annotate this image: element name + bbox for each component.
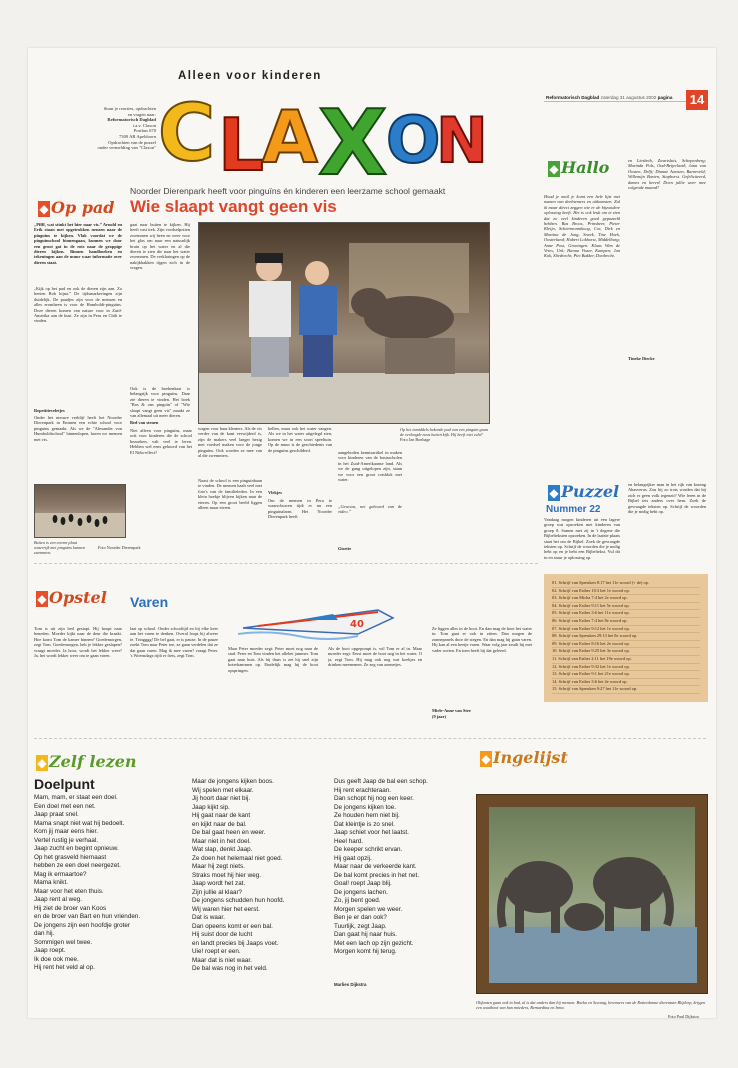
clue-item: 15. Schrijf van Spreuken 9:27 het 11e woord op. bbox=[552, 686, 700, 694]
penguin-photo-caption: Buiten is een enorm plaat waterrijk met pinguïns kunnen zwemmen. bbox=[34, 540, 86, 555]
op-pad-col3: wagen voor haar kleuters. Als de vis verder van de kant verwijderd is, zijn de makers veel langer bezig met voedsel maken voor de jonge pinguïns. Ook worden ze mee van al die zwemmers. bbox=[198, 426, 262, 459]
main-photo-caption: Op het inmiddels bekende pad van een pinguïn gaan de verlengde neus buiten kijk. Hij heeft niet echt? Foto Jan Bonhage bbox=[400, 427, 488, 442]
divider bbox=[34, 563, 538, 564]
op-pad-col3-more: Naast de school is een pinguïnbaan te vinden. De mensen haalt veel met foto's van de familieleden. In een klein hoekje blijven kijken naar de eieren. Op een groot beeld liggen alleen maar eieren. bbox=[198, 478, 262, 511]
puzzel-text: Vandaag mogen kinderen uit een lagere groep wat opzoeken met kinderen van groep 8. Samen met zij in 't degene die Bijbelteksten opzoeken. In de laatste plaats staat het om de Bijbel. Zoek de gevraagde teksten op. Schrijf de woorden die je nodig hebt op en je hebt een Bijbeltekst. Vul dit in en stuur je oplossing op. bbox=[544, 517, 620, 560]
puzzel-title: Nummer 22 bbox=[546, 504, 601, 515]
clue-item: 02. Schrijf van Esther 10:3 het 1e woord op. bbox=[552, 588, 700, 596]
penguin-photo bbox=[34, 484, 126, 538]
clue-item: 06. Schrijf van Esther 7:4 het 8e woord op. bbox=[552, 618, 700, 626]
page-number: 14 bbox=[686, 90, 708, 110]
ingelijst-icon: ◆ bbox=[481, 752, 491, 766]
opstel-col3: Maar Peter moeder zegt: Peter moet nog naar de stad. Peter en Tom vinden het allebei jammer. Tom gaat naar huis. Als hij thuis is zet hij snel zijn boterhammen op. Eindelijk mag hij de boot opspringen. bbox=[228, 646, 318, 673]
op-pad-col2: gaat naar buiten te kijken. Hij heeft vast trek. Zijn voedselpotten zwemmen wij heen en weer voor het glas om naar een natuurlijk bruin op het water en al die dieren te zien die naar het water zwemmen. De verklaringen op de nakijkbakken tijgen zich in de vragen. bbox=[130, 222, 190, 271]
penguin-photo-credit: Foto Noorder Dierenpark bbox=[98, 545, 141, 550]
zelf-lezen-icon: ◆ bbox=[37, 756, 47, 770]
puzzel-icon: ◆ bbox=[549, 486, 559, 500]
op-pad-subhead-3: Vlekjes bbox=[268, 490, 282, 495]
op-pad-intro: „Pffff, wat stinkt het hier naar vis.” Arnold en Erik staan met opgetrokken neuzen naar de pinguïns te kijken. Vlak voordat we de pinguïnschool binnengaan, kunnen we door een groot gat in de rots naar de grappige dieren kijken. Binnen handboeken en tekeningen aan de muur waar informatie over dieren staat. bbox=[34, 222, 122, 265]
poem-col1: Mam, mam, er staat een doel. Een doel met een net. Jaap praat snel. Mama snapt niet wat hij bedoelt. Kom jij maar eens hier. Vertel rustig je verhaal. Jaap zucht en begint opnieuw. Op het grasveld hiernaast hebben ze een doel neergezet. Mag ik ermaartoe? Mama knikt. Maar voor het eten thuis. Jaap rent al weg. Hij ziet de broer van Koos en de broer van Bart en hun vrienden. De jongens zijn een hoofdje groter dan hij. Sommigen wel twee. Jaap roept. Ik doe ook mee. Hij rent het veld al op. bbox=[34, 794, 141, 971]
opstel-badge: ◆ Opstel bbox=[37, 588, 107, 607]
poem-col3: Dus geeft Jaap de bal een schop. Hij rent erachteraan. Dan schopt hij nog een keer. De jongens kijken toe. Ze houden hem niet bij. Dat kleintje is zo snel. Jaap schiet voor het laatst. Heel hard. De keeper schrikt ervan. Hij gaat opzij. Maar naar de verkeerde kant. De bal komt precies in het net. Goal! roept Jaap blij. De jongens lachen. Zo, jij bent goed. Morgen spelen we weer. Ben je er dan ook? Tuurlijk, zegt Jaap. Dan gaat hij naar huis. Met een lach op zijn gezicht. Morgen komt hij terug. bbox=[334, 778, 428, 955]
opstel-col4: Als de boot opgepompt is, wil Tom er al in. Maar moeder zegt: Eerst moet de boot nog in het water. O ja, zegt Tom. Hij mag ook nog wat koekjes en drinken meenemen. Ze zeg van zonnetjes. bbox=[328, 646, 422, 668]
clue-item: 07. Schrijf van Esther 9:12 het 1e woord op. bbox=[552, 626, 700, 634]
ingelijst-caption: Olifanten gaan ook in bad, al is dat anders dan bij mensen. Boeka en Sewang, bewoners van de Rotterdamse dierentuin Blijdorp, krijgen een waaiboot van hun moeders, Bernardina en Irma. bbox=[476, 1000, 706, 1010]
claxon-logo bbox=[158, 78, 488, 180]
puzzel-badge: ◆ Puzzel bbox=[549, 482, 620, 501]
contact-address: Stuur je reacties, opdrachten en vragen naar: Reformatorisch Dagblad t.a.v. Claxon Postbus 670 7300 AR Apeldoorn Opdrachten van de puzzel onder vermelding van "Claxon" bbox=[97, 106, 156, 151]
speedboat-illustration bbox=[238, 600, 398, 640]
zelf-lezen-author: Marlies Dijkstra bbox=[334, 982, 367, 987]
poem-col2: Maar de jongens kijken boos. Wij spelen met elkaar. Jij hoort daar niet bij. Jaap kijkt sip. Hij gaat naar de kant en kijkt naar de bal. De bal gaat heen en weer. Maar niet in het doel. Wat slap, denkt Jaap. Ze doen het helemaal niet goed. Maar hij zegt niets. Straks moet hij hier weg. Jaap wordt het zat. Zijn jullie al klaar? De jongens schudden hun hoofd. Wij waren hier het eerst. Dat is waar. Dan opeens komt er een bal. Hij suist door de lucht en landt precies bij Jaaps voet. Uie! roept er een. Maar dat is niet waar. De bal was nog in het veld. bbox=[192, 778, 285, 972]
puzzel-text-2: en belangrijker man in het rijk van koning Ahasverus. Zou hij zo trots worden dat hij zich er geen volk tegenzit? Wie leren in de Bijbel iets anders over hem. Zoek de gevraagde teksten op. Schrijf de woorden die je nodig hebt op. bbox=[628, 482, 706, 515]
clue-item: 14. Schrijf van Esther 3:6 het 4e woord op. bbox=[552, 679, 700, 687]
op-pad-badge: ◆ Op pad bbox=[39, 198, 115, 217]
svg-text:L: L bbox=[218, 103, 264, 180]
ingelijst-badge: ◆ Ingelijst bbox=[481, 748, 568, 767]
svg-text:40: 40 bbox=[350, 619, 364, 630]
clue-item: 03. Schrijf van Micha 7:4 het 2e woord op. bbox=[552, 595, 700, 603]
op-pad-col4: bellen, maar ook het water vangen. Als we in het water uitgelegd zien, komen we in een soort speeltuin. Op de muur is de geschiedenis van de pinguïns geschilderd. bbox=[268, 426, 332, 453]
opstel-col1: Tom is uit zijn bed gestapt. Hij hoopt naar beneden. Moeder kijkt naar de deur die kraakt. Hoe komt Tom de kamer binnen? Goedemorgen, zegt Tom. Goedemorgen, heb je lekker geslapen? vraagt moeder. Ja hoor, wordt het lekker weer? Ja, het wordt lekker weer om te gaan varen. bbox=[34, 626, 122, 659]
op-pad-col2-more: Ook is de boekenkast is belangrijk voor pinguïns. Daar zie dieren te vinden. Het boek "Bos & ons pinguïn" of "Wie slaapt vangt geen vis" maakt ze van allemaal uit meer dieren. bbox=[130, 386, 190, 419]
divider bbox=[34, 738, 706, 739]
framed-elephant-photo bbox=[476, 794, 708, 994]
opstel-icon: ◆ bbox=[37, 592, 47, 606]
ingelijst-credit: Foto Paul Dijkstra bbox=[668, 1014, 699, 1019]
svg-text:A: A bbox=[262, 95, 318, 179]
op-pad-col1-more: Onder het nieuwe verblijf heeft het Noorder Dierenpark in Emmen een echte school voor pinguïns gemaakt. Als we de "Alexander von Humboldtschool" binnenlopen, horen we mensen met vis. bbox=[34, 415, 122, 442]
clue-item: 13. Schrijf van Esther 9:1 het 21e woord op. bbox=[552, 671, 700, 679]
hallo-signoff: Tineke Diecke bbox=[628, 356, 655, 361]
hallo-icon: ◆ bbox=[549, 162, 559, 176]
hallo-text-2: en Liesbeth, Zwartsluis, Schepenberg; Marinda Pols, Oud-Beijerland; Jana van Oosten, Delft; Dianne Aartsen, Barneveld; Willemijn Barten, Staphorst. Gefeliciteerd, dames en heren! Doen jullie weer mee volgende maand? bbox=[628, 158, 706, 191]
svg-text:N: N bbox=[436, 104, 488, 177]
zelf-lezen-title: Doelpunt bbox=[34, 776, 95, 792]
op-pad-col-vuur: Niet alleen voor pinguïns, maar ook voor kinderen die de school bezoeken, valt veel te leren. Hebben wel eens gehoord van het El Niño-effect? bbox=[130, 428, 192, 455]
svg-text:X: X bbox=[318, 91, 388, 180]
puzzel-clue-list bbox=[544, 574, 708, 702]
opstel-author-age: (9 jaar) bbox=[432, 714, 447, 719]
op-pad-kicker: Noorder Dierenpark heeft voor pinguïns én kinderen een leerzame school gemaakt bbox=[130, 186, 446, 196]
tagline: Alleen voor kinderen bbox=[178, 70, 322, 82]
op-pad-icon: ◆ bbox=[39, 202, 49, 216]
op-pad-col5: aangeboden kennisartikel in maken voor kinderen van de basisscholen in het Zuid-Amerikaanse land. Als we de gang uitgelopen zijn, staan we voor een groot rotsblok met water. bbox=[338, 450, 402, 483]
header-rule bbox=[544, 101, 686, 102]
opstel-title: Varen bbox=[130, 594, 169, 610]
svg-text:C: C bbox=[158, 89, 216, 179]
clue-item: 04. Schrijf van Esther 9:11 het 5e woord op. bbox=[552, 603, 700, 611]
opstel-author: Mirle-Anne van Stee bbox=[432, 708, 471, 713]
op-pad-quote: „Gewoon, net gehoord van de video.” bbox=[338, 504, 402, 515]
clue-item: 05. Schrijf van Esther 3:6 het 11e woord op. bbox=[552, 610, 700, 618]
publication-info: Reformatorisch Dagblad zaterdag 31 augustus 2002 pagina bbox=[546, 95, 673, 100]
clue-item: 10. Schrijf van Esther 9:25 het 3e woord op. bbox=[552, 648, 700, 656]
op-pad-col1: „Kijk op het pad en ook de dieren zijn aan. Zo heeten Bob bijna.” De tijdsmarkeringen zijn duidelijk. De paadjes zijn voor de mensen en alles eromheen is voor de Humboldt-pinguïns. Deze dieren komen van nature voor in Zuid-Amerika aan de kust. Ze zijn in Peru en Chili te vinden. bbox=[34, 286, 122, 324]
hallo-badge: ◆ Hallo bbox=[549, 158, 610, 177]
elephant-photo bbox=[489, 807, 695, 981]
clue-item: 08. Schrijf van Spreuken 29:13 het 8e woord op. bbox=[552, 633, 700, 641]
opstel-col2: laat op school. Onder schooltijd en bij elke keer aan het varen te denken. Overal loopt hij alweer te. Tringggg! De bel gaat, er is pauze. In de pauze zoekt Tom naar Peter toe, ze gaan verdelen dat ze dat gaan varen. Mag ik mee varen? vraagt Peter. 's Woensdags rijdt er fiets, zegt Tom. bbox=[130, 626, 218, 659]
clue-item: 09. Schrijf van Esther 8:16 het 2e woord op. bbox=[552, 641, 700, 649]
hallo-text: Houd je mail je komt een hele lijst met namen van deelnemers en uitkomsten. Zal ik maar direct zeggen wie er de bijzondere oplossing heeft. Het is ook leuk om te zien dat zo veel kinderen goed gepuzzeld hebben. Bas Broos, Prinsheer, Pieter Kleijn, Schiermonnikoog, Cor, Dirk en Martina de Jong, Sneek, Tine Hoek, Oosterland; Hubert Lokhorst, Middelburg; Anne Post, Groningen. Klaas Wim de Vries, Urk; Hanna Visser, Kampen; Jan Kok, Sliedrecht; Piet Bakker, Dordrecht. bbox=[544, 194, 620, 259]
newspaper-page bbox=[28, 48, 716, 1018]
svg-text:O: O bbox=[386, 104, 441, 178]
op-pad-headline: Wie slaapt vangt geen vis bbox=[130, 197, 337, 216]
clue-item: 01. Schrijf van Spreuken 8:17 het 11e woord (+ de) op. bbox=[552, 580, 700, 588]
op-pad-subhead-2: Bed van stenen bbox=[130, 420, 159, 425]
zelf-lezen-badge: ◆ Zelf lezen bbox=[37, 752, 137, 771]
clue-item: 12. Schrijf van Esther 9:32 het 1e woord op. bbox=[552, 664, 700, 672]
op-pad-subhead-1: Repetitieveletjes bbox=[34, 408, 65, 413]
clue-item: 11. Schrijf van Esther 2:11 het 19e woord op. bbox=[552, 656, 700, 664]
main-photo-boys-seal bbox=[198, 222, 490, 424]
opstel-col5: Ze liggen alles in de boot. En dan mag de boot het water in. Tom gaat er ook in zitten. Dan mogen de zonnepanels door de stegen. En dan mag hij gaan varen. Hij kan al een beetje varen. Waar volg jaar zeuilt hij met vader roeien. En toen heeft hij dat geleerd. bbox=[432, 626, 532, 653]
op-pad-author: Gisette bbox=[338, 546, 352, 551]
op-pad-col4-more: Om de mensen in Peru te waarschuwen tijdt er nu een pinguïnalarm. Het Noorder Dierenpark heeft bbox=[268, 498, 332, 520]
